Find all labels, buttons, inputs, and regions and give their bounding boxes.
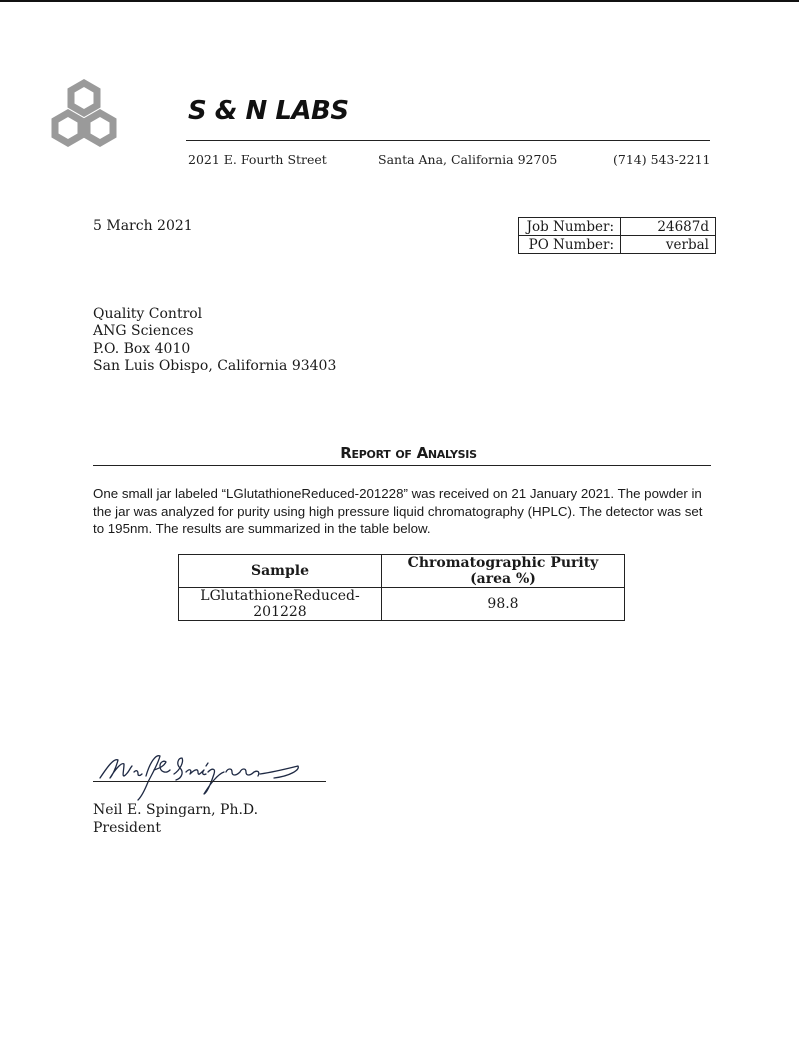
letter-date: 5 March 2021 (93, 218, 193, 234)
po-number-label: PO Number: (519, 236, 621, 254)
results-header-row (179, 555, 625, 588)
job-number-value: 24687d (621, 218, 716, 236)
table-row (179, 588, 625, 621)
signer-name: Neil E. Spingarn, Ph.D. (93, 802, 259, 818)
results-table (178, 554, 625, 621)
top-edge-line (0, 0, 799, 2)
signature-line (93, 781, 326, 782)
sample-column-header: Sample (179, 555, 382, 588)
signer-block (93, 802, 258, 837)
signer-title: President (93, 819, 161, 836)
purity-cell: 98.8 (382, 588, 625, 621)
job-number-box (518, 217, 716, 254)
recipient-address (93, 306, 336, 375)
recipient-line: Quality Control (93, 306, 203, 322)
po-number-value: verbal (621, 236, 716, 254)
purity-column-header: Chromatographic Purity (area %) (382, 555, 625, 588)
recipient-line: San Luis Obispo, California 93403 (93, 357, 337, 374)
hexagon-cluster-logo (38, 75, 130, 165)
job-number-label: Job Number: (519, 218, 621, 236)
sample-cell: LGlutathioneReduced-201228 (179, 588, 382, 621)
report-title-rule (93, 465, 711, 466)
report-paragraph: One small jar labeled “LGlutathioneReduced-201228” was received on 21 January 2021. The powder in the jar was analyzed for purity using high pressure liquid chromatography (HPLC). The detector was set to 195nm. The results are summarized in the table below. (93, 486, 703, 536)
company-name: S & N LABS (188, 96, 349, 126)
city-state-zip: Santa Ana, California 92705 (378, 152, 558, 167)
recipient-line: P.O. Box 4010 (93, 340, 191, 357)
recipient-line: ANG Sciences (93, 323, 194, 340)
handwritten-signature (94, 748, 326, 804)
po-number-row (519, 236, 716, 254)
phone-number: (714) 543-2211 (613, 152, 711, 167)
report-title: Report of Analysis (340, 444, 477, 462)
letterhead-rule (186, 140, 710, 141)
job-number-row (519, 218, 716, 236)
street-address: 2021 E. Fourth Street (188, 152, 327, 167)
